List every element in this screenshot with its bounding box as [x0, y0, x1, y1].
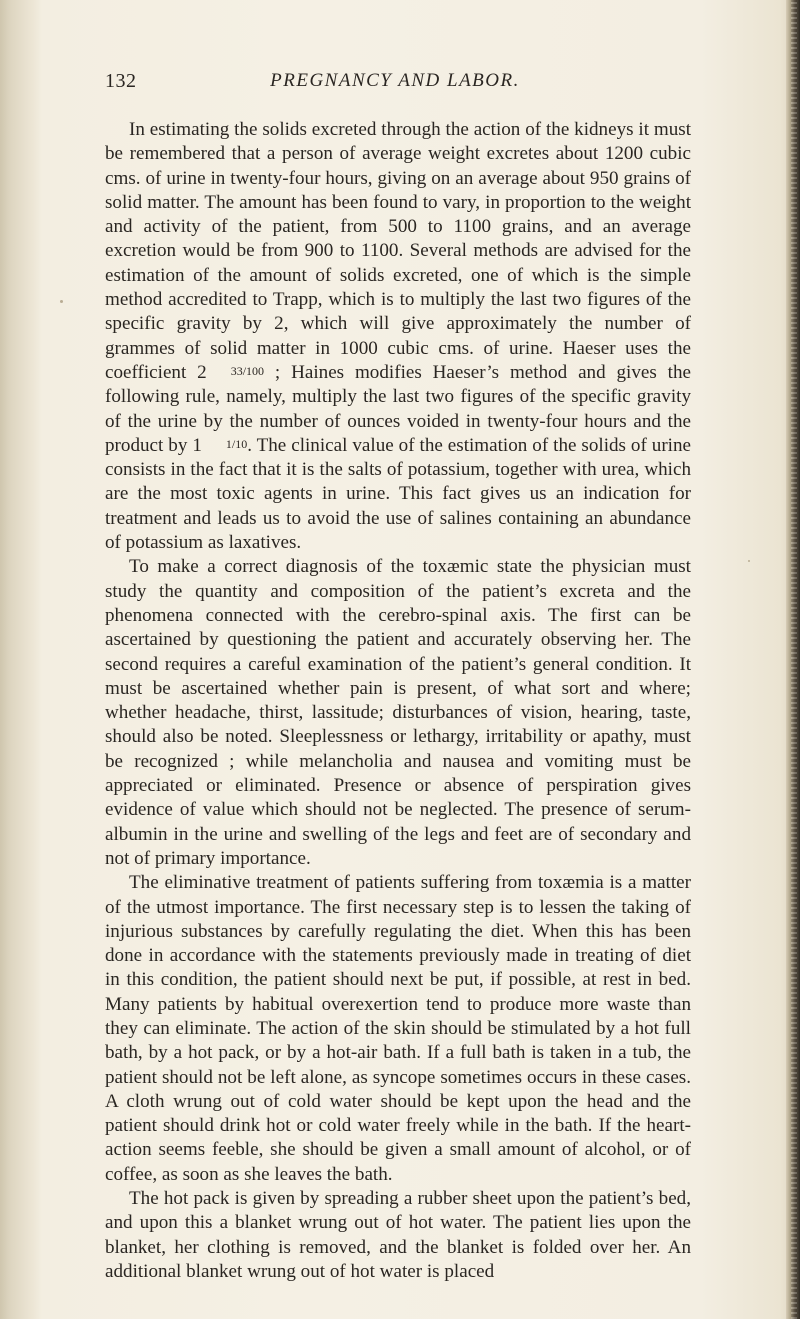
binding-shadow: [0, 0, 42, 1319]
page-number: 132: [105, 70, 137, 92]
fraction-multiplier: 1/10: [225, 436, 248, 451]
body-text: [105, 118, 691, 1284]
paragraph-hot-pack: The hot pack is given by spreading a rubber sheet upon the patient’s bed, and upon this a blanket wrung out of hot water. The patient lies upon the blanket, her clothing is removed, and the blanket is folded over her. An additional blanket wrung out of hot water is placed: [105, 1188, 691, 1282]
fraction-coefficient: 33/100: [230, 363, 265, 378]
page-stack-stripes: [791, 0, 797, 1319]
page-header: [105, 70, 685, 98]
paper-speck: [748, 560, 750, 562]
paragraph-text: In estimating the solids excreted through the action of the kidneys it must be remembered that a person of average weight excretes about 1200 cubic cms. of urine in twenty-four hours, giving on an average about 950 grains of solid matter. The amount has been found to vary, in proportion to the weight and activity of the patient, from 500 to 1100 grains, and an average excretion would be from 900 to 1100. Several methods are advised for the estimation of the amount of solids excreted, one of which is the simple method accredited to Trapp, which is to multiply the last two figures of the specific gravity by 2, which will give approximately the number of grammes of solid matter in 1000 cubic cms. of urine. Haeser uses the coefficient 2: [105, 119, 691, 383]
paragraph-text: . The clinical value of the estimation of the solids of urine consists in the fact that it is the salts of potassium, together with urea, which are the most toxic agents in urine. This fact gives us an indication for treatment and leads us to avoid the use of salines containing an abundance of potassium as laxatives.: [105, 434, 692, 554]
paragraph-eliminative-treatment: The eliminative treatment of patients suffering from toxæmia is a matter of the utmost importance. The first necessary step is to lessen the taking of injurious substances by carefully regulating the diet. When this has been done in accordance with the statements previously made in treating of diet in this condition, the patient should next be put, if possible, at rest in bed. Many patients by habitual overexertion tend to produce more waste than they can eliminate. The action of the skin should be stimulated by a hot full bath, by a hot pack, or by a hot-air bath. If a full bath is taken in a tub, the patient should not be left alone, as syncope sometimes occurs in these cases. A cloth wrung out of cold water should be kept upon the head and the patient should drink hot or cold water freely while in the bath. If the heart-action seems feeble, she should be given a small amount of alcohol, or of coffee, as soon as she leaves the bath.: [105, 872, 691, 1185]
running-head: PREGNANCY AND LABOR.: [270, 70, 520, 91]
paragraph-diagnosis: To make a correct diagnosis of the toxæmic state the physician must study the quantity and composition of the patient’s excreta and the phenomena connected with the cerebro-spinal axis. The first can be ascertained by questioning the patient and accurately observing her. The second requires a careful examination of the patient’s general condition. It must be ascertained whether pain is present, of what sort and where; whether headache, thirst, lassitude; disturbances of vision, hearing, taste, should also be noted. Sleeplessness or lethargy, irritability or apathy, must be recognized ; while melancholia and nausea and vomiting must be appreciated or eliminated. Presence or absence of perspiration gives evidence of value which should not be neglected. The presence of serum-albumin in the urine and swelling of the legs and feet are of secondary and not of primary importance.: [105, 556, 691, 869]
paragraph-solids-estimation: [105, 118, 691, 555]
paragraph-text: ; Haines modifies Haeser’s method and gives the following rule, namely, multiply the last two figures of the specific gravity of the urine by the number of ounces voided in twenty-four hours and the product by 1: [105, 361, 692, 456]
paper-speck: [60, 300, 63, 303]
